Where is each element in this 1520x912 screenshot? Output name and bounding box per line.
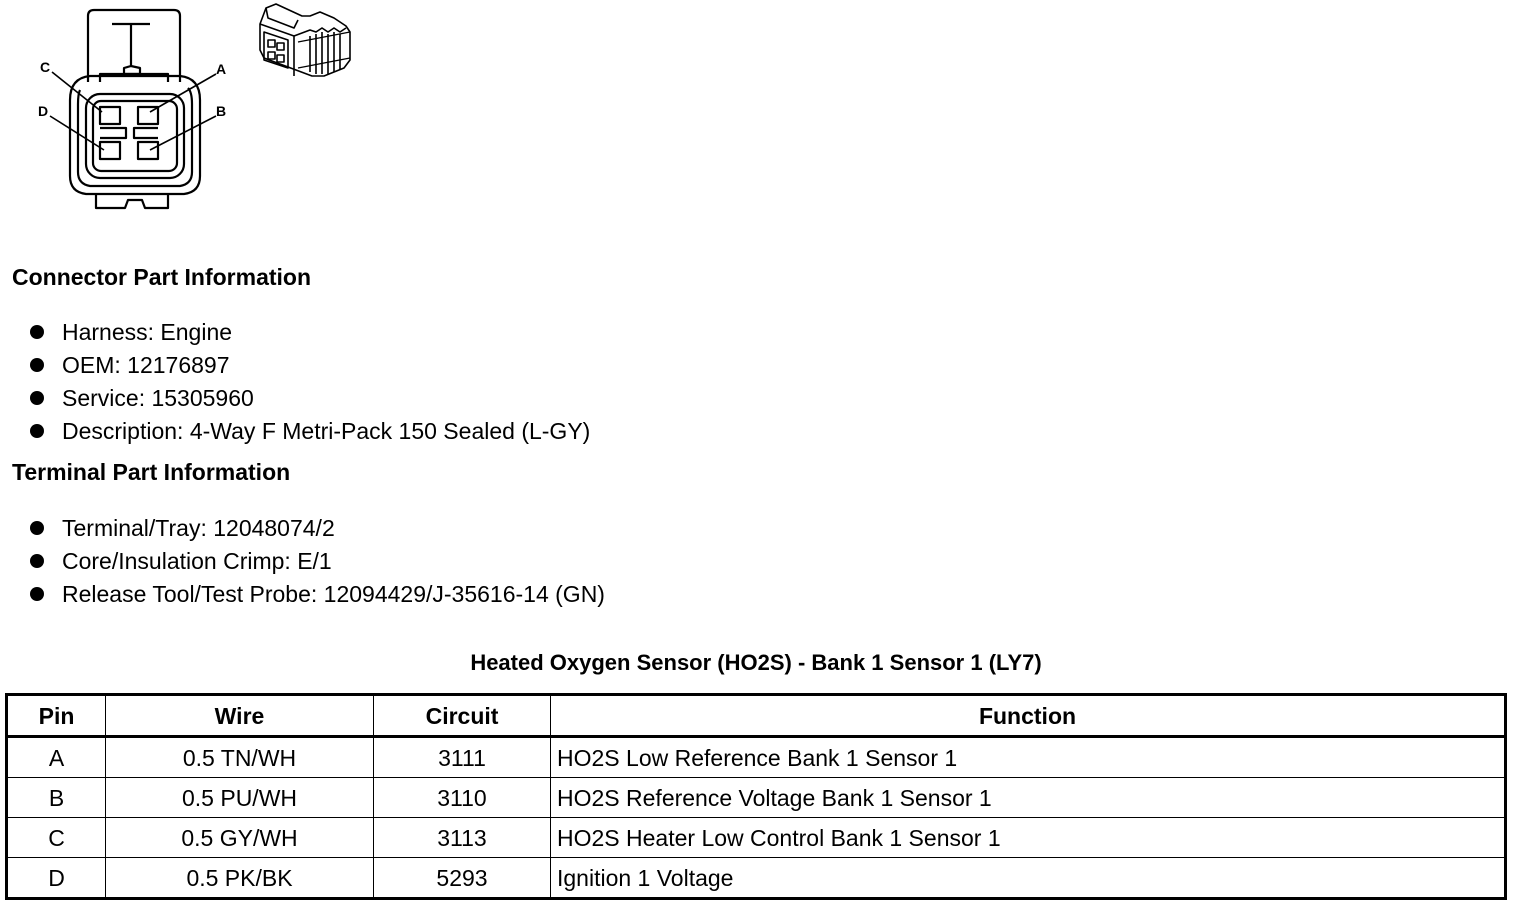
connector-info-heading: Connector Part Information bbox=[12, 264, 312, 290]
cell-function: HO2S Reference Voltage Bank 1 Sensor 1 bbox=[551, 778, 1506, 818]
cell-function: HO2S Heater Low Control Bank 1 Sensor 1 bbox=[551, 818, 1506, 858]
list-item bbox=[30, 547, 605, 580]
header-function: Function bbox=[551, 695, 1506, 737]
connector-face-diagram bbox=[30, 4, 240, 214]
connector-oem: OEM: 12176897 bbox=[62, 352, 230, 378]
terminal-release-tool: Release Tool/Test Probe: 12094429/J-35616-14 (GN) bbox=[62, 581, 605, 607]
terminal-crimp: Core/Insulation Crimp: E/1 bbox=[62, 548, 332, 574]
pin-label-b: B bbox=[216, 103, 227, 119]
header-circuit: Circuit bbox=[374, 695, 551, 737]
cell-pin: C bbox=[7, 818, 106, 858]
table-header-row bbox=[7, 695, 1506, 737]
cell-wire: 0.5 PU/WH bbox=[106, 778, 374, 818]
table-row bbox=[7, 778, 1506, 818]
cell-function: HO2S Low Reference Bank 1 Sensor 1 bbox=[551, 737, 1506, 778]
terminal-info-heading: Terminal Part Information bbox=[12, 459, 291, 485]
connector-service: Service: 15305960 bbox=[62, 385, 254, 411]
pin-label-a: A bbox=[216, 61, 227, 77]
list-item bbox=[30, 580, 605, 613]
cell-wire: 0.5 PK/BK bbox=[106, 858, 374, 899]
pinout-table bbox=[5, 693, 1507, 900]
terminal-info-list bbox=[30, 514, 605, 613]
table-title: Heated Oxygen Sensor (HO2S) - Bank 1 Sensor 1 (LY7) bbox=[470, 650, 1042, 675]
pin-label-d: D bbox=[38, 103, 49, 119]
list-item bbox=[30, 514, 605, 547]
header-wire: Wire bbox=[106, 695, 374, 737]
bullet-icon bbox=[30, 325, 44, 339]
cell-wire: 0.5 TN/WH bbox=[106, 737, 374, 778]
cell-circuit: 3113 bbox=[374, 818, 551, 858]
list-item bbox=[30, 351, 590, 384]
cell-circuit: 3110 bbox=[374, 778, 551, 818]
bullet-icon bbox=[30, 424, 44, 438]
table-row bbox=[7, 818, 1506, 858]
bullet-icon bbox=[30, 587, 44, 601]
cell-pin: A bbox=[7, 737, 106, 778]
cell-circuit: 3111 bbox=[374, 737, 551, 778]
list-item bbox=[30, 384, 590, 417]
list-item bbox=[30, 318, 590, 351]
pin-label-c: C bbox=[40, 59, 51, 75]
connector-isometric-diagram bbox=[254, 2, 358, 86]
bullet-icon bbox=[30, 391, 44, 405]
terminal-tray: Terminal/Tray: 12048074/2 bbox=[62, 515, 335, 541]
header-pin: Pin bbox=[7, 695, 106, 737]
connector-info-list bbox=[30, 318, 590, 450]
bullet-icon bbox=[30, 358, 44, 372]
connector-harness: Harness: Engine bbox=[62, 319, 233, 345]
bullet-icon bbox=[30, 521, 44, 535]
bullet-icon bbox=[30, 554, 44, 568]
cell-pin: B bbox=[7, 778, 106, 818]
table-row bbox=[7, 858, 1506, 899]
cell-function: Ignition 1 Voltage bbox=[551, 858, 1506, 899]
cell-wire: 0.5 GY/WH bbox=[106, 818, 374, 858]
connector-description: Description: 4-Way F Metri-Pack 150 Sealed (L-GY) bbox=[62, 418, 591, 444]
cell-pin: D bbox=[7, 858, 106, 899]
table-row bbox=[7, 737, 1506, 778]
list-item bbox=[30, 417, 590, 450]
cell-circuit: 5293 bbox=[374, 858, 551, 899]
